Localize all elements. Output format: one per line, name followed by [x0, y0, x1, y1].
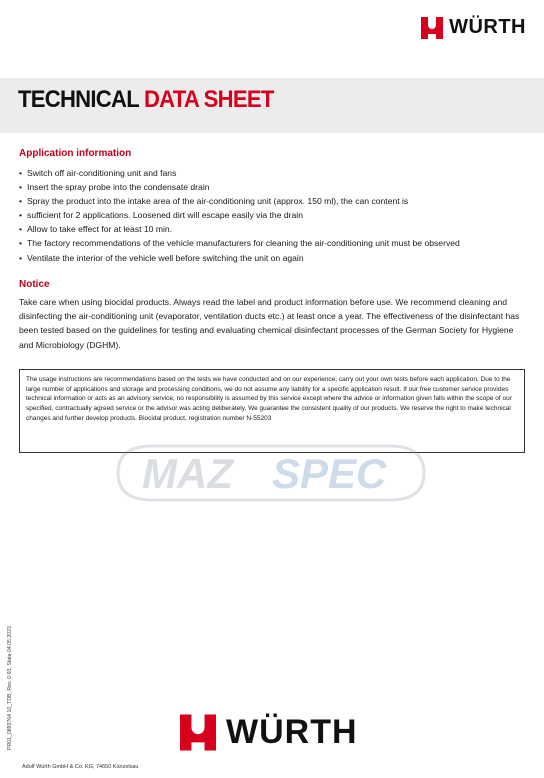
title-part-technical: TECHNICAL [18, 86, 139, 113]
watermark-part1: MAZ [142, 450, 233, 497]
wurth-logo-bottom [180, 713, 358, 752]
title-part-data-sheet: DATA SHEET [143, 86, 274, 113]
disclaimer-box: The usage instructions are recommendations based on the tests we have conducted and on our experience; carry out your own tests before each application. Due to the large number of applications and storage and processing conditions, we do not assume any liability for a specific application result. If our free customer service provides technical information or acts as an advisory service, no responsibility is assumed by this service except where the advice or information given falls within the scope of our specified, contractually agreed service or the advisor was acting deliberately. We guarantee the consistent quality of our products. We reserve the right to make technical changes and further develop products. Biocidal product, registration number N-55203 [19, 369, 525, 453]
list-item: • sufficient for 2 applications. Loosened dirt will escape easily via the drain [19, 208, 529, 222]
application-heading: Application information [19, 148, 132, 159]
notice-heading: Notice [19, 279, 50, 290]
notice-text: Take care when using biocidal products. Always read the label and product information before use. We recommend cleaning and disinfecting the air-conditioning unit (evaporator, ventilation ducts etc.) at least once a year. The effectiveness of the disinfectant has been tested based on the guidelines for testing and evaluating chemical disinfectant processes of the German Society for Hygiene and Microbiology (DGHM). [19, 297, 520, 350]
watermark-part2: SPEC [272, 450, 387, 497]
list-item: • Allow to take effect for at least 10 min. [19, 222, 529, 236]
application-list [19, 166, 529, 265]
brand-name: WÜRTH [449, 16, 526, 38]
list-item: • The factory recommendations of the vehicle manufacturers for cleaning the air-conditioning unit must be observed [19, 236, 529, 250]
wurth-emblem-icon [421, 17, 443, 39]
list-item: • Spray the product into the intake area of the air-conditioning unit (approx. 150 ml), the can content is [19, 194, 529, 208]
mazspec-watermark [112, 442, 430, 504]
document-code: PR01_0893764 10_TDB, Rev. 0-93, State 04.05.2023 [7, 626, 13, 750]
wurth-logo-top [421, 16, 526, 39]
page-title [18, 86, 274, 114]
list-item: • Switch off air-conditioning unit and fans [19, 166, 529, 180]
brand-name: WÜRTH [226, 713, 358, 751]
footer-address: Adolf Würth GmbH & Co. KG, 74650 Künzelsau [22, 764, 139, 770]
wurth-emblem-icon [180, 714, 216, 751]
list-item: • Insert the spray probe into the condensate drain [19, 180, 529, 194]
list-item: • Ventilate the interior of the vehicle well before switching the unit on again [19, 251, 529, 265]
